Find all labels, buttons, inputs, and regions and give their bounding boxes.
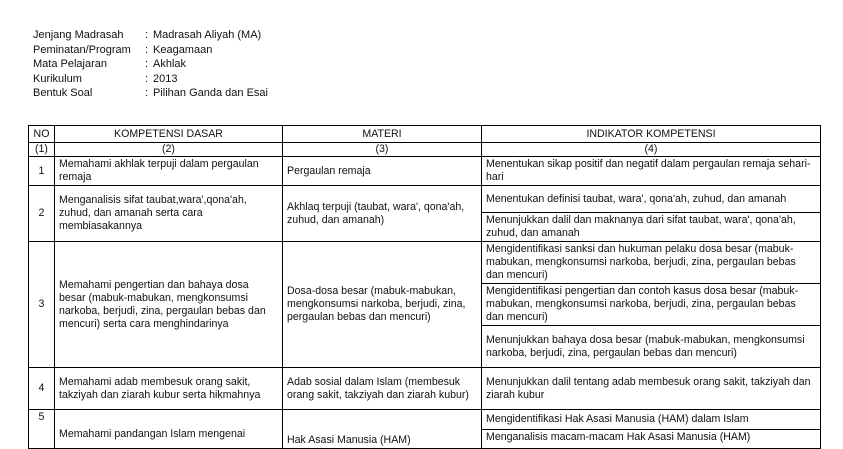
table-row [29,186,821,213]
indikator-cell: Menganalisis macam-macam Hak Asasi Manusia (HAM) [482,429,821,449]
row-number: 2 [29,186,55,242]
meta-separator: : [145,29,149,41]
indikator-cell: Mengidentifikasi pengertian dan contoh kasus dosa besar (mabuk-mabukan, mengkonsumsi narkoba, berjudi, zina, pergaulan bebas dan mencuri) [482,284,821,326]
meta-key: Mata Pelajaran [33,58,107,71]
kd-cell: Memahami adab membesuk orang sakit, takziyah dan ziarah kubur serta hikmahnya [55,368,283,410]
header-indikator: INDIKATOR KOMPETENSI [482,126,821,143]
meta-separator: : [145,72,149,85]
materi-cell: Dosa-dosa besar (mabuk-mabukan, mengkonsumsi narkoba, berjudi, zina, pergaulan bebas dan mencuri) [283,242,482,368]
meta-key: Peminatan/Program [33,43,131,56]
row-number: 4 [29,368,55,410]
kisi-kisi-table [28,125,821,449]
meta-row-jenjang [33,28,268,43]
meta-key: Bentuk Soal [33,87,93,100]
table-row [29,242,821,284]
kd-cell: Memahami pengertian dan bahaya dosa besar (mabuk-mabukan, mengkonsumsi narkoba, berjudi, zina, pergaulan bebas dan mencuri) serta cara menghindarinya [55,242,283,368]
meta-separator: : [145,58,149,71]
meta-value: Madrasah Aliyah (MA) [153,29,262,41]
row-number: 5 [29,410,55,449]
header-kompetensi-dasar: KOMPETENSI DASAR [55,126,283,143]
table-row [29,410,821,430]
materi-cell: Adab sosial dalam Islam (membesuk orang sakit, takziyah dan ziarah kubur) [283,368,482,410]
meta-value: Akhlak [153,58,187,71]
meta-value: 2013 [153,72,178,85]
kd-cell: Memahami akhlak terpuji dalam pergaulan remaja [55,157,283,186]
col-index: (3) [283,143,482,157]
meta-key: Kurikulum [33,72,82,85]
meta-separator: : [145,87,149,100]
materi-cell: Pergaulan remaja [283,157,482,186]
document-metadata [33,28,268,101]
header-materi: MATERI [283,126,482,143]
indikator-cell: Menunjukkan bahaya dosa besar (mabuk-mabukan, mengkonsumsi narkoba, berjudi, zina, pergaulan bebas dan mencuri) [482,326,821,368]
kd-cell: Memahami pandangan Islam mengenai [55,410,283,449]
indikator-cell: Mengidentifikasi sanksi dan hukuman pelaku dosa besar (mabuk-mabukan, mengkonsumsi narkoba, berjudi, zina, pergaulan bebas dan mencuri) [482,242,821,284]
indikator-cell: Menentukan definisi taubat, wara', qona'ah, zuhud, dan amanah [482,186,821,213]
table-row [29,368,821,410]
table-header-row [29,126,821,143]
table-row [29,157,821,186]
meta-row-bentuk-soal [33,86,268,101]
header-no: NO [29,126,55,143]
meta-separator: : [145,43,149,56]
indikator-cell: Menunjukkan dalil tentang adab membesuk orang sakit, takziyah dan ziarah kubur [482,368,821,410]
indikator-cell: Menentukan sikap positif dan negatif dalam pergaulan remaja sehari-hari [482,157,821,186]
col-index: (2) [55,143,283,157]
row-number: 1 [29,157,55,186]
kd-cell: Menganalisis sifat taubat,wara',qona'ah, zuhud, dan amanah serta cara membiasakannya [55,186,283,242]
meta-row-peminatan [33,43,268,58]
column-index-row [29,143,821,157]
row-number: 3 [29,242,55,368]
col-index: (4) [482,143,821,157]
indikator-cell: Menunjukkan dalil dan maknanya dari sifat taubat, wara', qona'ah, zuhud, dan amanah [482,213,821,242]
col-index: (1) [29,143,55,157]
materi-cell: Hak Asasi Manusia (HAM) [283,410,482,449]
meta-row-mapel [33,57,268,72]
meta-row-kurikulum [33,72,268,87]
materi-cell: Akhlaq terpuji (taubat, wara', qona'ah, zuhud, dan amanah) [283,186,482,242]
meta-value: Pilihan Ganda dan Esai [153,87,268,100]
meta-value: Keagamaan [153,43,213,56]
indikator-cell: Mengidentifikasi Hak Asasi Manusia (HAM) dalam Islam [482,410,821,430]
meta-key: Jenjang Madrasah [33,29,124,41]
